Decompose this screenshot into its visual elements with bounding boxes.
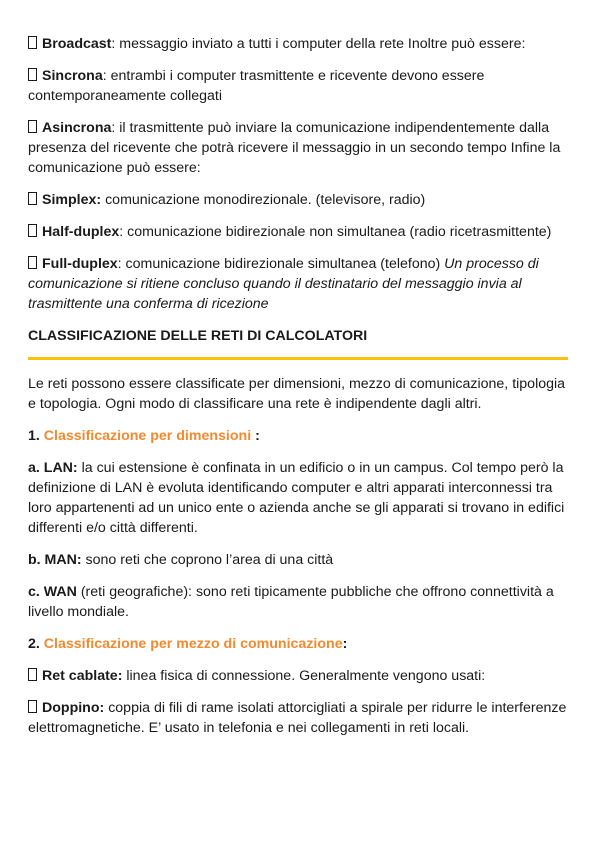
subheading-suffix: :	[342, 636, 348, 652]
text-half-duplex: : comunicazione bidirezionale non simultanea (radio ricetrasmittente)	[119, 224, 552, 240]
subheading-suffix: :	[251, 428, 260, 444]
heading-divider	[28, 357, 568, 360]
text-simplex: comunicazione monodirezionale. (televisore, radio)	[101, 192, 426, 208]
term-lan: a. LAN:	[28, 460, 78, 476]
term-wired: Ret cablate:	[42, 668, 123, 684]
network-man	[28, 550, 576, 570]
intro-paragraph: Le reti possono essere classificate per dimensioni, mezzo di comunicazione, tipologia e topologia. Ogni modo di classificare una rete è indipendente dagli altri.	[28, 376, 566, 412]
item-asincrona	[28, 118, 576, 178]
document-page	[28, 34, 576, 750]
text-man: sono reti che coprono l’area di una città	[81, 552, 334, 568]
network-wan	[28, 582, 576, 622]
subheading-title: Classificazione per mezzo di comunicazione	[43, 636, 343, 652]
checkbox-glyph-icon	[28, 224, 37, 237]
section-heading: CLASSIFICAZIONE DELLE RETI DI CALCOLATORI	[28, 328, 368, 344]
term-full-duplex: Full-duplex	[42, 256, 118, 272]
checkbox-glyph-icon	[28, 668, 37, 681]
text-full-duplex: : comunicazione bidirezionale simultanea (telefono)	[117, 256, 445, 272]
item-simplex	[28, 190, 576, 210]
text-broadcast: : messaggio inviato a tutti i computer della rete Inoltre può essere:	[111, 36, 526, 52]
item-sincrona	[28, 66, 576, 106]
term-simplex: Simplex:	[42, 192, 102, 208]
checkbox-glyph-icon	[28, 256, 37, 269]
subheading-number: 2.	[28, 636, 44, 652]
text-lan: la cui estensione è confinata in un edificio o in un campus. Col tempo però la definizione di LAN è evoluta identificando computer e altri apparati interconnessi tra loro appartenenti ad un unico ente o azienda anche se gli apparati si trovano in edifici differenti e/o città differenti.	[28, 460, 565, 536]
text-wired: linea fisica di connessione. Generalmente vengono usati:	[122, 668, 486, 684]
italic-note: Un processo di comunicazione si ritiene concluso quando il destinatario del messaggio invia al trasmittente una conferma di ricezione	[28, 256, 539, 312]
subheading-dimensions	[28, 426, 576, 446]
term-twisted-pair: Doppino:	[42, 700, 105, 716]
checkbox-glyph-icon	[28, 36, 37, 49]
term-wan: c. WAN	[28, 584, 77, 600]
item-full-duplex	[28, 254, 576, 314]
text-sincrona: : entrambi i computer trasmittente e ricevente devono essere contemporaneamente collegati	[28, 68, 485, 104]
checkbox-glyph-icon	[28, 192, 37, 205]
subheading-title: Classificazione per dimensioni	[43, 428, 252, 444]
checkbox-glyph-icon	[28, 700, 37, 713]
checkbox-glyph-icon	[28, 68, 37, 81]
term-sincrona: Sincrona	[42, 68, 103, 84]
subheading-medium	[28, 634, 576, 654]
text-wan: (reti geografiche): sono reti tipicamente pubbliche che offrono connettività a livello mondiale.	[28, 584, 554, 620]
term-asincrona: Asincrona	[42, 120, 112, 136]
text-twisted-pair: coppia di fili di rame isolati attorcigliati a spirale per ridurre le interferenze elettromagnetiche. E’ usato in telefonia e nei collegamenti in reti locali.	[28, 700, 567, 736]
term-broadcast: Broadcast	[42, 36, 112, 52]
media-wired	[28, 666, 576, 686]
term-half-duplex: Half-duplex	[42, 224, 120, 240]
item-half-duplex	[28, 222, 576, 242]
text-asincrona: : il trasmittente può inviare la comunicazione indipendentemente dalla presenza del ricevente che potrà ricevere il messaggio in un secondo tempo Infine la comunicazione può essere:	[28, 120, 561, 176]
network-lan	[28, 458, 576, 538]
term-man: b. MAN:	[28, 552, 82, 568]
media-twisted-pair	[28, 698, 576, 738]
subheading-number: 1.	[28, 428, 44, 444]
item-broadcast	[28, 34, 576, 54]
checkbox-glyph-icon	[28, 120, 37, 133]
